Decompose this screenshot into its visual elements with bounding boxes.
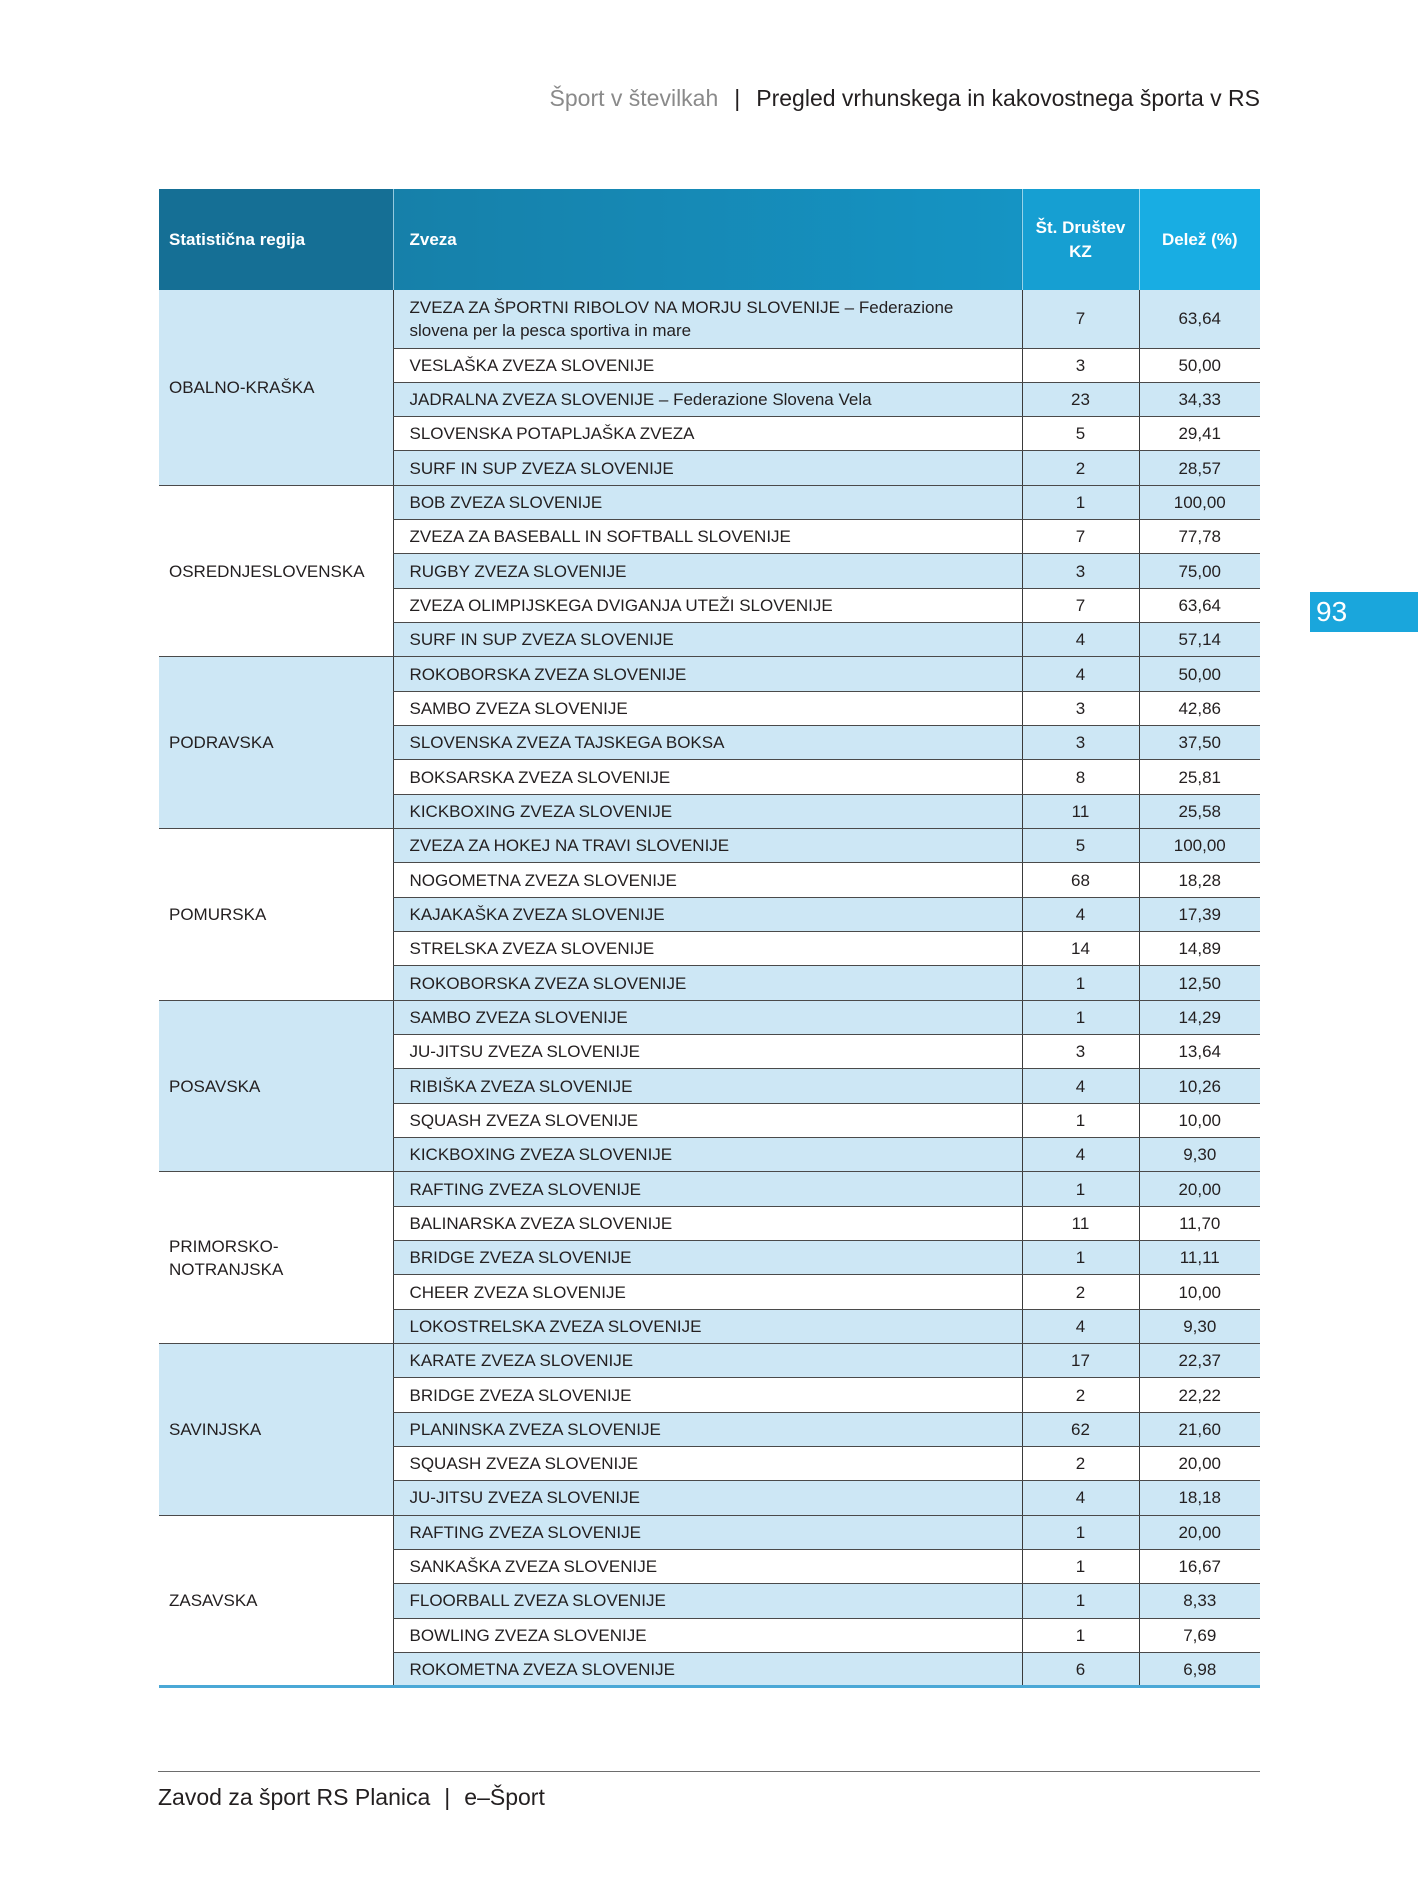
count-cell: 68 bbox=[1022, 863, 1139, 897]
region-cell: SAVINJSKA bbox=[159, 1344, 393, 1516]
count-cell: 14 bbox=[1022, 932, 1139, 966]
share-cell: 22,22 bbox=[1139, 1378, 1260, 1412]
zveza-cell: SQUASH ZVEZA SLOVENIJE bbox=[393, 1103, 1022, 1137]
count-cell: 3 bbox=[1022, 554, 1139, 588]
count-cell: 11 bbox=[1022, 794, 1139, 828]
region-cell: ZASAVSKA bbox=[159, 1515, 393, 1687]
share-cell: 11,11 bbox=[1139, 1241, 1260, 1275]
share-cell: 18,28 bbox=[1139, 863, 1260, 897]
header-section: Šport v številkah bbox=[549, 84, 719, 111]
count-cell: 4 bbox=[1022, 1309, 1139, 1343]
footer-publisher: Zavod za šport RS Planica bbox=[158, 1783, 431, 1810]
share-cell: 25,58 bbox=[1139, 794, 1260, 828]
footer-separator: | bbox=[444, 1783, 451, 1810]
share-cell: 75,00 bbox=[1139, 554, 1260, 588]
zveza-cell: KARATE ZVEZA SLOVENIJE bbox=[393, 1344, 1022, 1378]
header-separator: | bbox=[734, 84, 741, 111]
share-cell: 13,64 bbox=[1139, 1035, 1260, 1069]
share-cell: 28,57 bbox=[1139, 451, 1260, 485]
table-row bbox=[159, 290, 1260, 348]
zveza-cell: STRELSKA ZVEZA SLOVENIJE bbox=[393, 932, 1022, 966]
zveza-cell: KICKBOXING ZVEZA SLOVENIJE bbox=[393, 1138, 1022, 1172]
zveza-cell: ZVEZA ZA BASEBALL IN SOFTBALL SLOVENIJE bbox=[393, 520, 1022, 554]
table-row bbox=[159, 1000, 1260, 1034]
zveza-cell: BOWLING ZVEZA SLOVENIJE bbox=[393, 1618, 1022, 1652]
share-cell: 29,41 bbox=[1139, 417, 1260, 451]
column-header-share: Delež (%) bbox=[1139, 189, 1260, 290]
footer-product: e–Šport bbox=[464, 1783, 545, 1810]
count-cell: 7 bbox=[1022, 290, 1139, 348]
share-cell: 20,00 bbox=[1139, 1515, 1260, 1549]
share-cell: 34,33 bbox=[1139, 382, 1260, 416]
zveza-cell: ZVEZA OLIMPIJSKEGA DVIGANJA UTEŽI SLOVENIJE bbox=[393, 588, 1022, 622]
share-cell: 63,64 bbox=[1139, 588, 1260, 622]
count-cell: 1 bbox=[1022, 1515, 1139, 1549]
region-cell: OSREDNJESLOVENSKA bbox=[159, 485, 393, 657]
count-cell: 2 bbox=[1022, 1275, 1139, 1309]
share-cell: 22,37 bbox=[1139, 1344, 1260, 1378]
zveza-cell: RAFTING ZVEZA SLOVENIJE bbox=[393, 1515, 1022, 1549]
zveza-cell: CHEER ZVEZA SLOVENIJE bbox=[393, 1275, 1022, 1309]
zveza-cell: SAMBO ZVEZA SLOVENIJE bbox=[393, 1000, 1022, 1034]
count-cell: 5 bbox=[1022, 829, 1139, 863]
zveza-cell: JADRALNA ZVEZA SLOVENIJE – Federazione Slovena Vela bbox=[393, 382, 1022, 416]
count-cell: 3 bbox=[1022, 726, 1139, 760]
zveza-cell: PLANINSKA ZVEZA SLOVENIJE bbox=[393, 1412, 1022, 1446]
zveza-cell: JU-JITSU ZVEZA SLOVENIJE bbox=[393, 1481, 1022, 1515]
share-cell: 10,00 bbox=[1139, 1275, 1260, 1309]
column-header-count-line1: Št. Društev bbox=[1035, 217, 1126, 237]
region-cell: PODRAVSKA bbox=[159, 657, 393, 829]
share-cell: 21,60 bbox=[1139, 1412, 1260, 1446]
share-cell: 14,89 bbox=[1139, 932, 1260, 966]
column-header-region: Statistična regija bbox=[159, 189, 393, 290]
count-cell: 4 bbox=[1022, 1069, 1139, 1103]
zveza-cell: SANKAŠKA ZVEZA SLOVENIJE bbox=[393, 1549, 1022, 1583]
zveza-cell: BOKSARSKA ZVEZA SLOVENIJE bbox=[393, 760, 1022, 794]
zveza-cell: JU-JITSU ZVEZA SLOVENIJE bbox=[393, 1035, 1022, 1069]
count-cell: 1 bbox=[1022, 1103, 1139, 1137]
share-cell: 10,00 bbox=[1139, 1103, 1260, 1137]
zveza-cell: RUGBY ZVEZA SLOVENIJE bbox=[393, 554, 1022, 588]
count-cell: 2 bbox=[1022, 451, 1139, 485]
zveza-cell: KICKBOXING ZVEZA SLOVENIJE bbox=[393, 794, 1022, 828]
share-cell: 37,50 bbox=[1139, 726, 1260, 760]
count-cell: 7 bbox=[1022, 588, 1139, 622]
zveza-cell: ZVEZA ZA HOKEJ NA TRAVI SLOVENIJE bbox=[393, 829, 1022, 863]
count-cell: 3 bbox=[1022, 691, 1139, 725]
share-cell: 12,50 bbox=[1139, 966, 1260, 1000]
table-row bbox=[159, 1172, 1260, 1206]
zveza-cell: KAJAKAŠKA ZVEZA SLOVENIJE bbox=[393, 897, 1022, 931]
region-cell: POMURSKA bbox=[159, 829, 393, 1001]
zveza-cell: BRIDGE ZVEZA SLOVENIJE bbox=[393, 1241, 1022, 1275]
region-cell: OBALNO-KRAŠKA bbox=[159, 290, 393, 485]
count-cell: 4 bbox=[1022, 897, 1139, 931]
count-cell: 1 bbox=[1022, 1000, 1139, 1034]
table-row bbox=[159, 657, 1260, 691]
share-cell: 42,86 bbox=[1139, 691, 1260, 725]
share-cell: 9,30 bbox=[1139, 1309, 1260, 1343]
zveza-cell: RIBIŠKA ZVEZA SLOVENIJE bbox=[393, 1069, 1022, 1103]
column-header-zveza: Zveza bbox=[393, 189, 1022, 290]
share-cell: 20,00 bbox=[1139, 1447, 1260, 1481]
statistics-table bbox=[159, 189, 1260, 1688]
count-cell: 4 bbox=[1022, 657, 1139, 691]
zveza-cell: BOB ZVEZA SLOVENIJE bbox=[393, 485, 1022, 519]
table-row bbox=[159, 485, 1260, 519]
footer-divider bbox=[158, 1771, 1260, 1772]
zveza-cell: ROKOBORSKA ZVEZA SLOVENIJE bbox=[393, 966, 1022, 1000]
zveza-cell: FLOORBALL ZVEZA SLOVENIJE bbox=[393, 1584, 1022, 1618]
count-cell: 23 bbox=[1022, 382, 1139, 416]
share-cell: 50,00 bbox=[1139, 348, 1260, 382]
column-header-count bbox=[1022, 189, 1139, 290]
zveza-cell: ZVEZA ZA ŠPORTNI RIBOLOV NA MORJU SLOVENIJE – Federazione slovena per la pesca sportiva in mare bbox=[393, 290, 1022, 348]
count-cell: 7 bbox=[1022, 520, 1139, 554]
share-cell: 18,18 bbox=[1139, 1481, 1260, 1515]
count-cell: 4 bbox=[1022, 623, 1139, 657]
zveza-cell: BALINARSKA ZVEZA SLOVENIJE bbox=[393, 1206, 1022, 1240]
zveza-cell: BRIDGE ZVEZA SLOVENIJE bbox=[393, 1378, 1022, 1412]
running-header bbox=[550, 80, 1260, 116]
share-cell: 14,29 bbox=[1139, 1000, 1260, 1034]
share-cell: 50,00 bbox=[1139, 657, 1260, 691]
count-cell: 4 bbox=[1022, 1481, 1139, 1515]
share-cell: 17,39 bbox=[1139, 897, 1260, 931]
zveza-cell: ROKOBORSKA ZVEZA SLOVENIJE bbox=[393, 657, 1022, 691]
share-cell: 57,14 bbox=[1139, 623, 1260, 657]
zveza-cell: SQUASH ZVEZA SLOVENIJE bbox=[393, 1447, 1022, 1481]
count-cell: 8 bbox=[1022, 760, 1139, 794]
header-title: Pregled vrhunskega in kakovostnega športa v RS bbox=[756, 84, 1260, 111]
share-cell: 100,00 bbox=[1139, 485, 1260, 519]
count-cell: 1 bbox=[1022, 1584, 1139, 1618]
count-cell: 4 bbox=[1022, 1138, 1139, 1172]
count-cell: 6 bbox=[1022, 1652, 1139, 1686]
region-cell: PRIMORSKO-NOTRANJSKA bbox=[159, 1172, 393, 1344]
page-number-tab: 93 bbox=[1310, 592, 1418, 632]
zveza-cell: SLOVENSKA POTAPLJAŠKA ZVEZA bbox=[393, 417, 1022, 451]
count-cell: 62 bbox=[1022, 1412, 1139, 1446]
zveza-cell: RAFTING ZVEZA SLOVENIJE bbox=[393, 1172, 1022, 1206]
share-cell: 7,69 bbox=[1139, 1618, 1260, 1652]
share-cell: 9,30 bbox=[1139, 1138, 1260, 1172]
region-cell: POSAVSKA bbox=[159, 1000, 393, 1172]
count-cell: 11 bbox=[1022, 1206, 1139, 1240]
count-cell: 3 bbox=[1022, 348, 1139, 382]
count-cell: 5 bbox=[1022, 417, 1139, 451]
count-cell: 1 bbox=[1022, 1241, 1139, 1275]
zveza-cell: SLOVENSKA ZVEZA TAJSKEGA BOKSA bbox=[393, 726, 1022, 760]
count-cell: 1 bbox=[1022, 1549, 1139, 1583]
count-cell: 1 bbox=[1022, 1618, 1139, 1652]
share-cell: 8,33 bbox=[1139, 1584, 1260, 1618]
zveza-cell: SAMBO ZVEZA SLOVENIJE bbox=[393, 691, 1022, 725]
table-row bbox=[159, 1515, 1260, 1549]
count-cell: 17 bbox=[1022, 1344, 1139, 1378]
share-cell: 63,64 bbox=[1139, 290, 1260, 348]
share-cell: 77,78 bbox=[1139, 520, 1260, 554]
count-cell: 2 bbox=[1022, 1447, 1139, 1481]
count-cell: 1 bbox=[1022, 485, 1139, 519]
table-row bbox=[159, 829, 1260, 863]
count-cell: 2 bbox=[1022, 1378, 1139, 1412]
table-header-row bbox=[159, 189, 1260, 290]
running-footer bbox=[158, 1779, 545, 1815]
share-cell: 20,00 bbox=[1139, 1172, 1260, 1206]
table-body bbox=[159, 290, 1260, 1687]
count-cell: 1 bbox=[1022, 1172, 1139, 1206]
count-cell: 3 bbox=[1022, 1035, 1139, 1069]
zveza-cell: SURF IN SUP ZVEZA SLOVENIJE bbox=[393, 451, 1022, 485]
share-cell: 100,00 bbox=[1139, 829, 1260, 863]
share-cell: 16,67 bbox=[1139, 1549, 1260, 1583]
share-cell: 10,26 bbox=[1139, 1069, 1260, 1103]
share-cell: 25,81 bbox=[1139, 760, 1260, 794]
column-header-count-line2: KZ bbox=[1069, 241, 1092, 261]
share-cell: 11,70 bbox=[1139, 1206, 1260, 1240]
zveza-cell: NOGOMETNA ZVEZA SLOVENIJE bbox=[393, 863, 1022, 897]
zveza-cell: ROKOMETNA ZVEZA SLOVENIJE bbox=[393, 1652, 1022, 1686]
count-cell: 1 bbox=[1022, 966, 1139, 1000]
share-cell: 6,98 bbox=[1139, 1652, 1260, 1686]
table-row bbox=[159, 1344, 1260, 1378]
zveza-cell: VESLAŠKA ZVEZA SLOVENIJE bbox=[393, 348, 1022, 382]
zveza-cell: SURF IN SUP ZVEZA SLOVENIJE bbox=[393, 623, 1022, 657]
zveza-cell: LOKOSTRELSKA ZVEZA SLOVENIJE bbox=[393, 1309, 1022, 1343]
